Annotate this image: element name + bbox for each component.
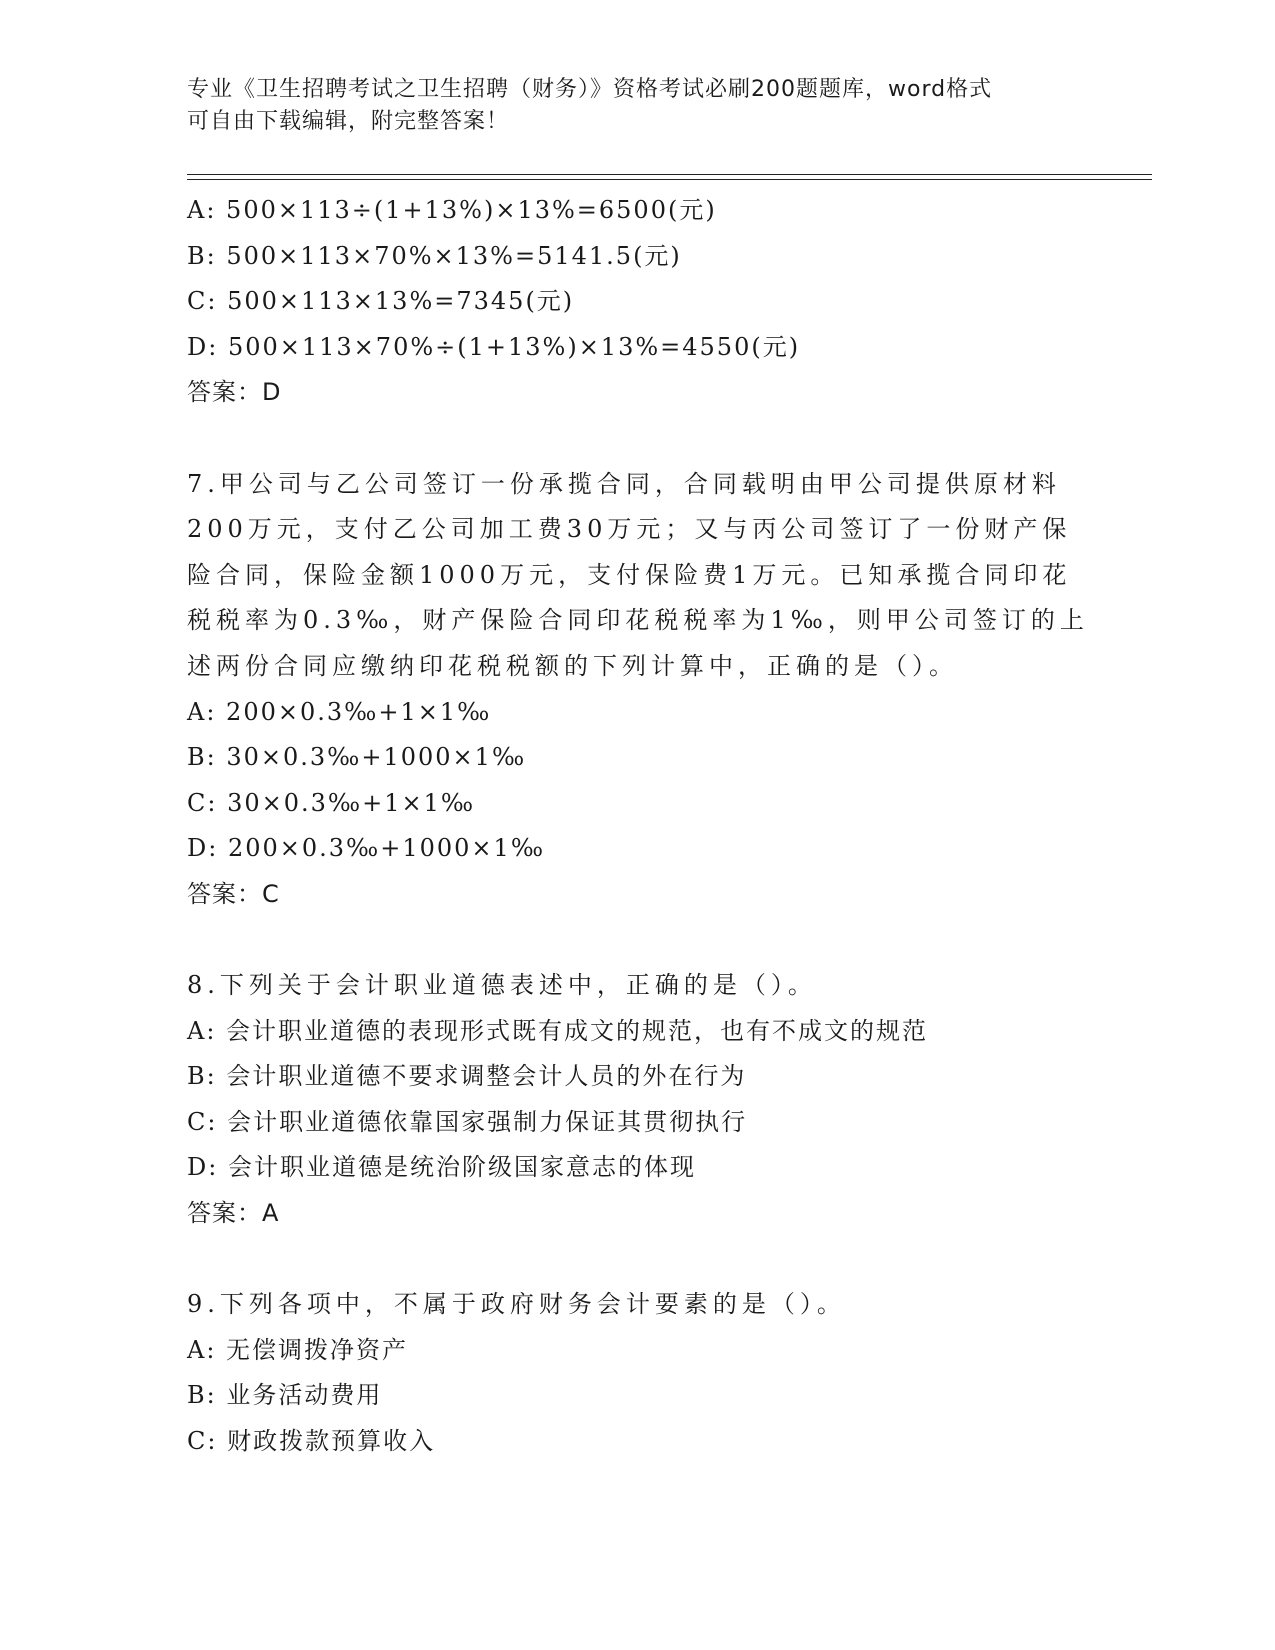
question-6-options: [187, 188, 1087, 416]
option-a: A: 200×0.3‰+1×1‰: [187, 697, 492, 726]
question-stem-line: 9.下列各项中，不属于政府财务会计要素的是（）。: [187, 1290, 846, 1319]
question-9: [187, 1282, 1087, 1464]
option-a: A: 无偿调拨净资产: [187, 1335, 409, 1364]
option-d: D: 500×113×70%÷(1+13%)×13%=4550(元): [187, 332, 801, 361]
header-divider-top: [187, 174, 1152, 175]
question-stem-line: 税税率为0.3‰，财产保险合同印花税税率为1‰，则甲公司签订的上: [187, 606, 1089, 635]
header-title-line-2: 可自由下载编辑，附完整答案！: [187, 109, 510, 134]
option-c: C: 会计职业道德依靠国家强制力保证其贯彻执行: [187, 1107, 748, 1136]
option-c: C: 500×113×13%=7345(元): [187, 287, 575, 316]
option-c: C: 财政拨款预算收入: [187, 1427, 436, 1456]
question-8-stem: [187, 963, 1087, 1009]
option-d: D: 会计职业道德是统治阶级国家意志的体现: [187, 1153, 696, 1182]
question-stem-line: 述两份合同应缴纳印花税税额的下列计算中，正确的是（）。: [187, 651, 958, 680]
document-header: [187, 74, 1067, 138]
question-9-stem: [187, 1282, 1087, 1328]
answer-line: 答案：D: [187, 378, 282, 407]
option-d: D: 200×0.3‰+1000×1‰: [187, 834, 546, 863]
answer-line: 答案：A: [187, 1199, 280, 1228]
option-b: B: 会计职业道德不要求调整会计人员的外在行为: [187, 1062, 747, 1091]
option-a: A: 500×113÷(1+13%)×13%=6500(元): [187, 196, 717, 224]
question-8: [187, 963, 1087, 1237]
header-title-line-1: 专业《卫生招聘考试之卫生招聘（财务）》资格考试必刷200题题库，word格式: [187, 77, 993, 102]
header-divider-bottom: [187, 179, 1152, 180]
question-stem-line: 险合同，保险金额1000万元，支付保险费1万元。已知承揽合同印花: [187, 560, 1072, 589]
option-c: C: 30×0.3‰+1×1‰: [187, 788, 476, 817]
option-b: B: 500×113×70%×13%=5141.5(元): [187, 241, 682, 270]
option-b: B: 30×0.3‰+1000×1‰: [187, 743, 527, 772]
question-7-stem: [187, 462, 1087, 690]
answer-line: 答案：C: [187, 879, 280, 908]
question-stem-line: 8.下列关于会计职业道德表述中，正确的是（）。: [187, 971, 817, 1000]
option-b: B: 业务活动费用: [187, 1381, 383, 1410]
question-stem-line: 7.甲公司与乙公司签订一份承揽合同，合同载明由甲公司提供原材料: [187, 469, 1061, 498]
question-7: [187, 462, 1087, 918]
question-content: [187, 188, 1087, 1465]
option-a: A: 会计职业道德的表现形式既有成文的规范，也有不成文的规范: [187, 1016, 929, 1045]
question-stem-line: 200万元，支付乙公司加工费30万元；又与丙公司签订了一份财产保: [187, 515, 1072, 544]
